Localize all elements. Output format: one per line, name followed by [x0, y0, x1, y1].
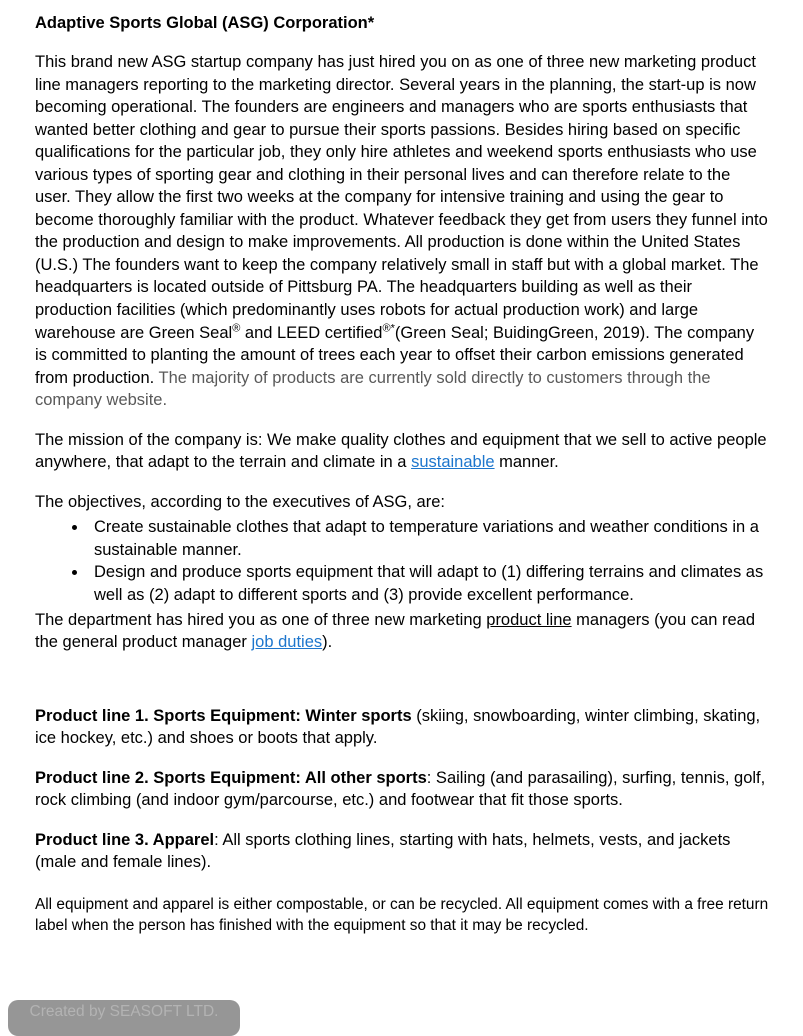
objectives-intro: The objectives, according to the executives of ASG, are:	[35, 492, 445, 511]
objective-item-1: • Create sustainable clothes that adapt to temperature variations and weather conditions in a sustainable manner.	[88, 516, 770, 561]
fine-print-paragraph: All equipment and apparel is either compostable, or can be recycled. All equipment comes with a free return label when the person has finished with the equipment so that it may be recycled.	[35, 895, 769, 935]
department-text-after: ).	[322, 633, 333, 652]
job-duties-link[interactable]: job duties	[251, 633, 323, 652]
product-line-3-text: : All sports clothing lines, starting with hats, helmets, vests, and jackets (male and female lines).	[35, 830, 731, 872]
product-line-2-paragraph	[35, 767, 770, 812]
watermark-badge	[8, 1000, 240, 1036]
document-title: Adaptive Sports Global (ASG) Corporation*	[35, 14, 375, 32]
product-line-1-text: (skiing, snowboarding, winter climbing, skating, ice hockey, etc.) and shoes or boots that apply.	[35, 706, 761, 748]
product-line-3-heading: Product line 3. Apparel	[35, 830, 215, 849]
mission-text-before: The mission of the company is: We make quality clothes and equipment that we sell to active people anywhere, that adapt to the terrain and climate in a	[35, 430, 767, 472]
intro-text-2: and LEED certified	[240, 323, 383, 342]
mission-paragraph	[35, 429, 770, 474]
sustainable-link[interactable]: sustainable	[411, 453, 495, 472]
objectives-list	[35, 516, 770, 606]
product-line-underlined-text: product line	[486, 610, 572, 629]
intro-text-1: This brand new ASG startup company has just hired you on as one of three new marketing product line managers reporting to the marketing director. Several years in the planning, the start-up is now becoming operational. The founders are engineers and managers who are sports enthusiasts that wanted better clothing and gear to pursue their sports passions. Besides hiring based on specific qualifications for the particular job, they only hire athletes and weekend sports enthusiasts who use various types of sporting gear and clothing in their personal lives and can therefore relate to the user. They allow the first two weeks at the company for intensive training and using the gear to become thoroughly familiar with the product. Whatever feedback they get from users they funnel into the production and design to make improvements. All production is done within the United States (U.S.) The founders want to keep the company relatively small in staff but with a global market. The headquarters is located outside of Pittsburg PA. The headquarters building as well as their production facilities (which predominantly uses robots for actual production work) and large warehouse are Green Seal	[35, 53, 768, 342]
department-paragraph	[35, 609, 770, 654]
product-line-3-paragraph	[35, 829, 770, 874]
product-line-1-heading: Product line 1. Sports Equipment: Winter sports	[35, 706, 412, 725]
intro-paragraph	[35, 51, 770, 412]
product-line-1-paragraph	[35, 705, 770, 750]
watermark-label: Created by SEASOFT LTD.	[29, 1003, 219, 1020]
department-text-middle: managers (you can read the general product manager	[35, 610, 756, 652]
mission-text-after: manner.	[494, 453, 559, 472]
objective-item-2: • Design and produce sports equipment that will adapt to (1) differing terrains and climates as well as (2) adapt to different sports and (3) provide excellent performance.	[88, 561, 770, 606]
department-text-before: The department has hired you as one of three new marketing	[35, 610, 487, 629]
intro-gray-sentence: The majority of products are currently sold directly to customers through the company website.	[35, 368, 711, 410]
product-line-2-text: : Sailing (and parasailing), surfing, tennis, golf, rock climbing (and indoor gym/parcourse, etc.) and footwear that fit those sports.	[35, 768, 766, 810]
registered-trademark-sup: ®	[232, 322, 241, 335]
intro-text-3: (Green Seal; BuidingGreen, 2019). The company is committed to planting the amount of trees each year to offset their carbon emissions generated from production.	[35, 323, 755, 387]
product-line-2-heading: Product line 2. Sports Equipment: All other sports	[35, 768, 427, 787]
registered-trademark-asterisk-sup: ®*	[382, 322, 395, 335]
